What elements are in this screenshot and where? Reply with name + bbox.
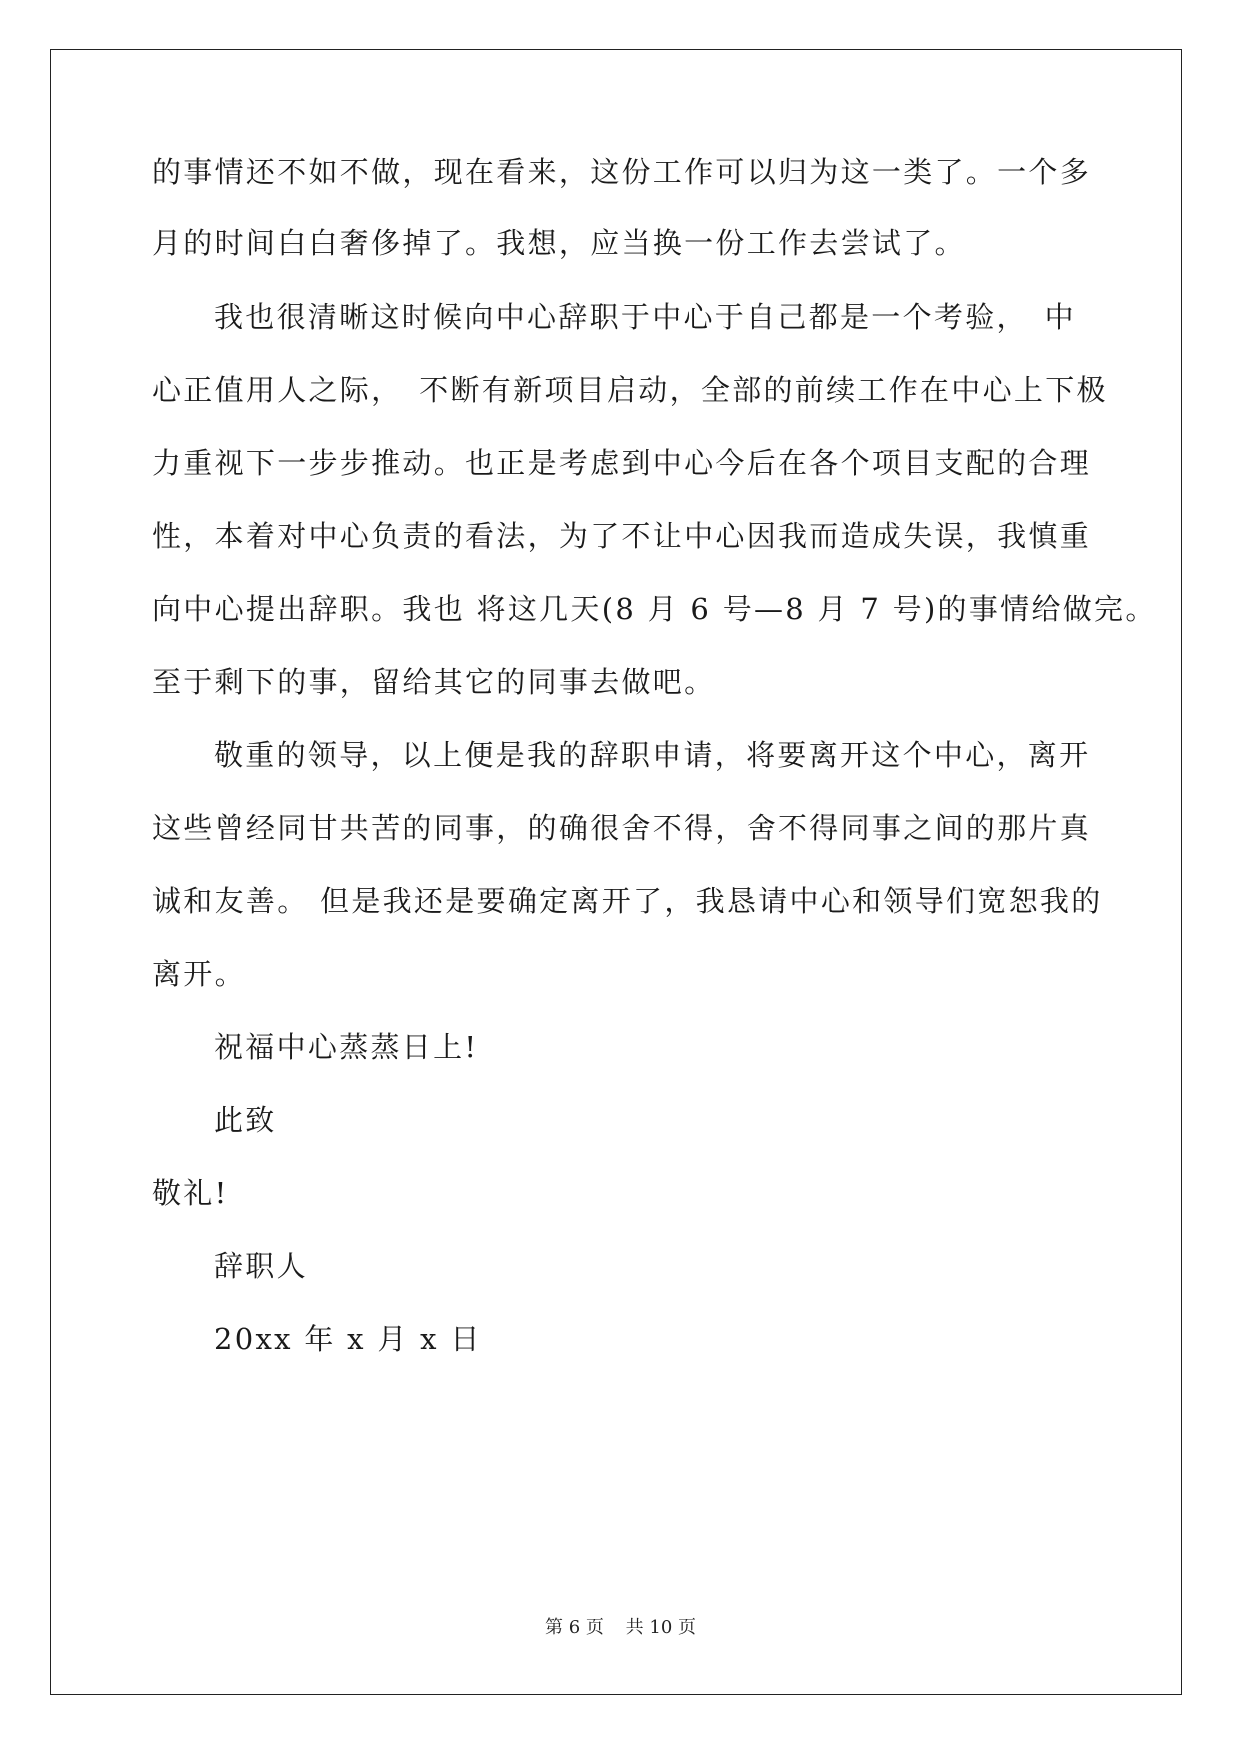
salutation-jing-li: 敬礼! bbox=[152, 1176, 229, 1210]
body-line: 性，本着对中心负责的看法，为了不让中心因我而造成失误，我慎重 bbox=[152, 519, 1092, 553]
page-footer bbox=[0, 1616, 1241, 1640]
page-border bbox=[50, 49, 1182, 1695]
body-line: 的事情还不如不做，现在看来，这份工作可以归为这一类了。一个多 bbox=[152, 155, 1092, 189]
body-line: 离开。 bbox=[152, 957, 246, 991]
body-line: 向中心提出辞职。我也 将这几天(8 月 6 号—8 月 7 号)的事情给做完。 bbox=[152, 592, 1157, 626]
signature-label: 辞职人 bbox=[214, 1249, 308, 1283]
body-line: 至于剩下的事，留给其它的同事去做吧。 bbox=[152, 665, 716, 699]
page-count: 共 10 页 bbox=[625, 1617, 696, 1638]
closing-wish: 祝福中心蒸蒸日上! bbox=[214, 1030, 479, 1064]
body-line: 力重视下一步步推动。也正是考虑到中心今后在各个项目支配的合理 bbox=[152, 446, 1092, 480]
paragraph-start-line: 我也很清晰这时候向中心辞职于中心于自己都是一个考验， 中 bbox=[214, 300, 1076, 334]
body-line: 月的时间白白奢侈掉了。我想，应当换一份工作去尝试了。 bbox=[152, 226, 966, 260]
salutation-ci-zhi: 此致 bbox=[214, 1103, 277, 1137]
paragraph-start-line: 敬重的领导，以上便是我的辞职申请，将要离开这个中心，离开 bbox=[214, 738, 1091, 772]
page-number: 第 6 页 bbox=[545, 1617, 604, 1638]
signature-date: 20xx 年 x 月 x 日 bbox=[214, 1322, 482, 1356]
body-line: 心正值用人之际， 不断有新项目启动，全部的前续工作在中心上下极 bbox=[152, 373, 1108, 407]
body-line: 这些曾经同甘共苦的同事，的确很舍不得，舍不得同事之间的那片真 bbox=[152, 811, 1092, 845]
body-line: 诚和友善。 但是我还是要确定离开了，我恳请中心和领导们宽恕我的 bbox=[152, 884, 1103, 918]
